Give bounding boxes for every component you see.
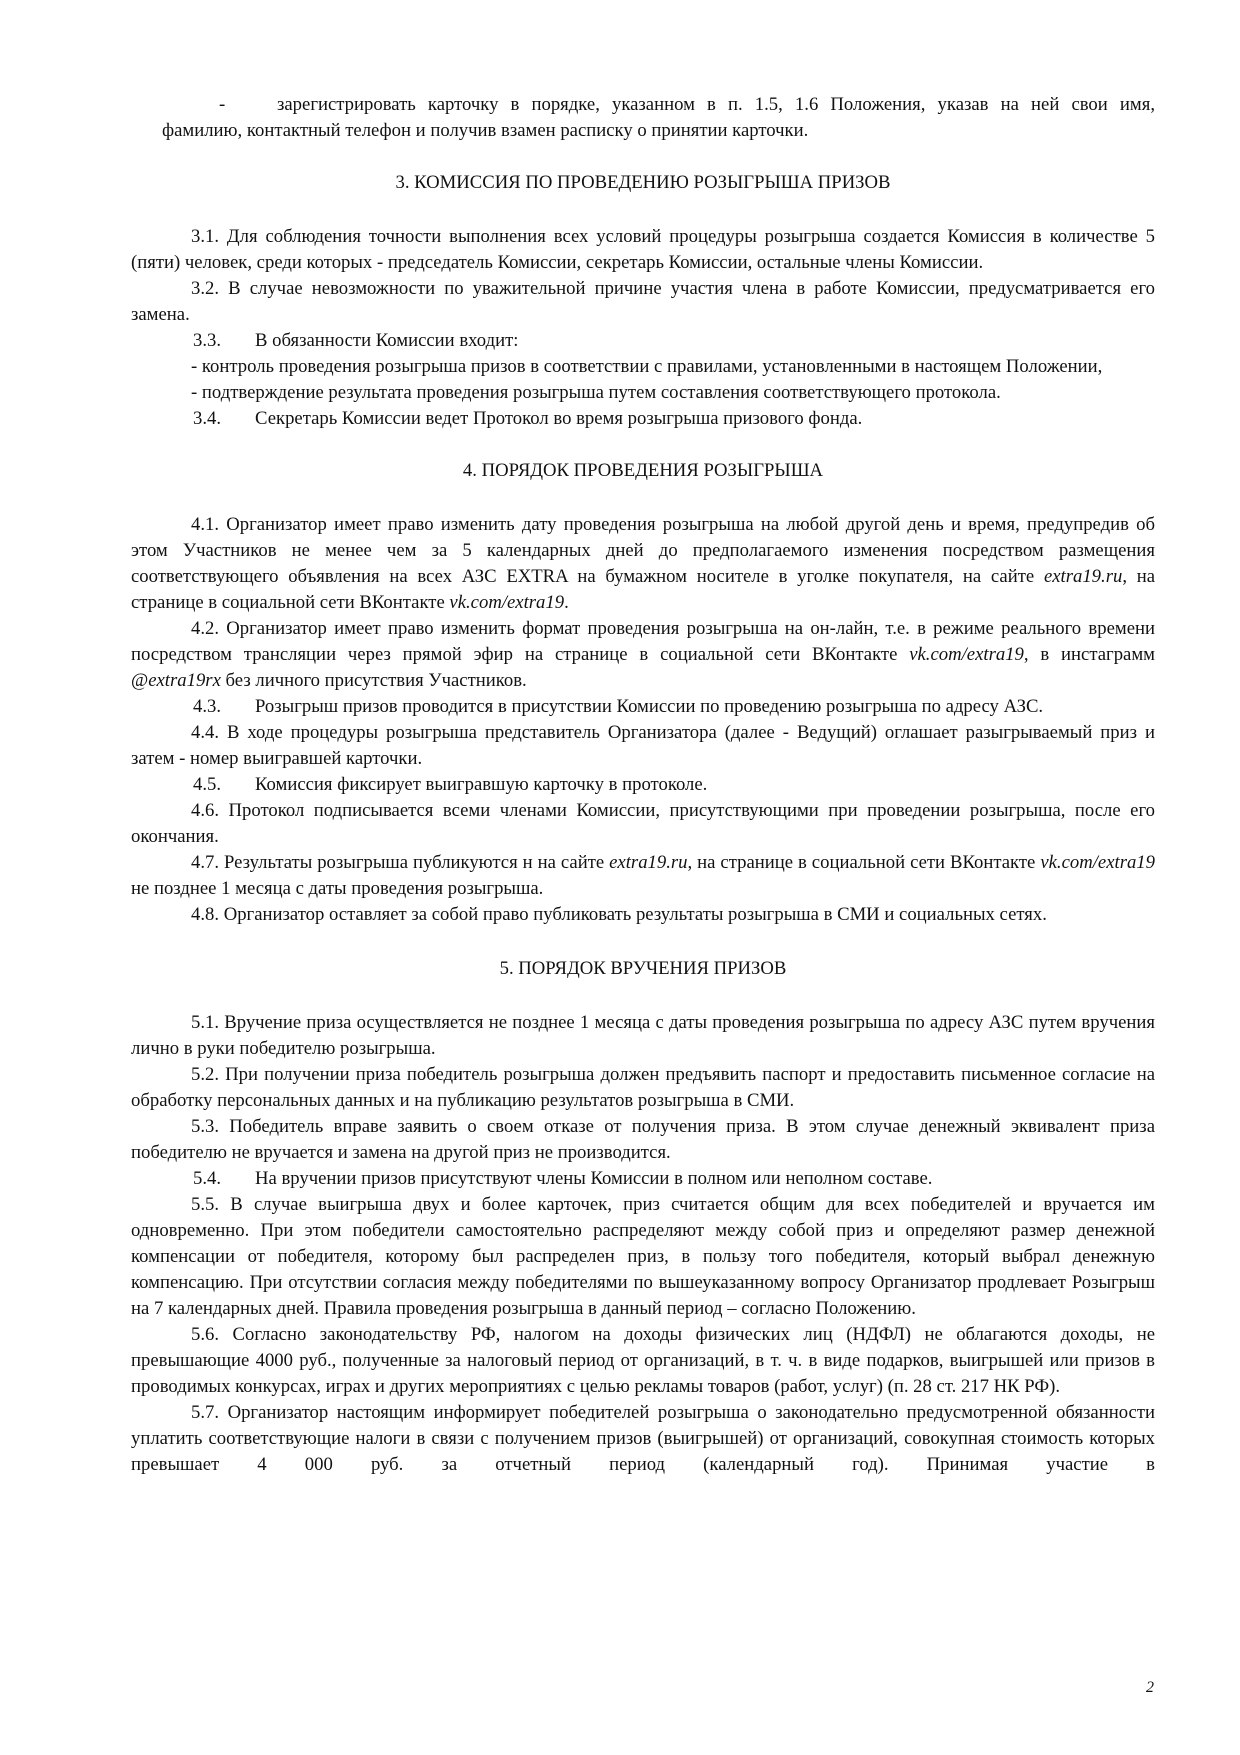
- para-4-2-text-a: 4.2. Организатор имеет право изменить формат проведения розыгрыша на он-лайн, т.е. в режиме реального времени посредством трансляции через прямой эфир на странице в социальной сети ВКонтакте: [131, 618, 1155, 665]
- para-4-5-number: 4.5.: [193, 774, 222, 795]
- section-5-title: 5. ПОРЯДОК ВРУЧЕНИЯ ПРИЗОВ: [499, 958, 787, 979]
- page-content: [131, 92, 1155, 1478]
- para-4-7-text-b: , на странице в социальной сети ВКонтакте: [687, 852, 1041, 873]
- para-4-7-text-a: 4.7. Результаты розыгрыша публикуются н на сайте: [191, 852, 610, 873]
- para-4-1-site-link: extra19.ru: [1043, 566, 1123, 587]
- para-5-3: 5.3. Победитель вправе заявить о своем отказе от получения приза. В этом случае денежный эквивалент приза победителю не вручается и замена на другой приз не производится.: [131, 1116, 1155, 1163]
- para-4-7-vk-link: vk.com/extra19: [1040, 852, 1155, 873]
- para-3-4-text: Секретарь Комиссии ведет Протокол во время розыгрыша призового фонда.: [255, 408, 863, 429]
- para-4-7: [131, 850, 1155, 902]
- para-4-2-vk-link: vk.com/extra19: [909, 644, 1024, 665]
- para-4-5: [131, 772, 1155, 798]
- intro-paragraph: [131, 92, 1155, 118]
- para-4-1-text-b: , на странице в социальной сети ВКонтакте: [131, 566, 1156, 613]
- intro-line-1: зарегистрировать карточку в порядке, указанном в п. 1.5, 1.6 Положения, указав на ней свои имя,: [277, 94, 1155, 115]
- para-4-5-text: Комиссия фиксирует выигравшую карточку в протоколе.: [255, 774, 708, 795]
- para-4-7-text-c: не позднее 1 месяца с даты проведения розыгрыша.: [131, 878, 544, 899]
- para-3-1: 3.1. Для соблюдения точности выполнения всех условий процедуры розыгрыша создается Комиссия в количестве 5 (пяти) человек, среди которых - председатель Комиссии, секретарь Комиссии, остальные члены Комиссии.: [131, 226, 1155, 273]
- para-4-2-text-c: без личного присутствия Участников.: [220, 670, 527, 691]
- section-4-title: 4. ПОРЯДОК ПРОВЕДЕНИЯ РОЗЫГРЫША: [462, 460, 824, 481]
- para-3-3-text: В обязанности Комиссии входит:: [255, 330, 519, 351]
- bullet-control: - контроль проведения розыгрыша призов в соответствии с правилами, установленными в настоящем Положении,: [191, 356, 1103, 377]
- para-3-4-number: 3.4.: [193, 408, 222, 429]
- para-4-1-text-a: 4.1. Организатор имеет право изменить дату проведения розыгрыша на любой другой день и время, предупредив об этом Участников не менее чем за 5 календарных дней до предполагаемого изменения посредством размещения соответствующего объявления на всех АЗС EXTRA на бумажном носителе в уголке покупателя, на сайте: [131, 514, 1155, 587]
- intro-dash: -: [219, 94, 226, 115]
- para-4-1-vk-link: vk.com/extra19: [449, 592, 565, 613]
- para-4-3-text: Розыгрыш призов проводится в присутствии Комиссии по проведению розыгрыша по адресу АЗС.: [255, 696, 1044, 717]
- section-3-title: 3. КОМИССИЯ ПО ПРОВЕДЕНИЮ РОЗЫГРЫША ПРИЗОВ: [395, 172, 891, 193]
- intro-paragraph-cont: [162, 118, 1155, 144]
- para-5-5: 5.5. В случае выигрыша двух и более карточек, приз считается общим для всех победителей и вручается им одновременно. При этом победители самостоятельно распределяют между собой приз и определяют размер денежной компенсации от победителя, которому был распределен приз, в пользу того победителя, который выбрал денежную компенсацию. При отсутствии согласия между победителями по вышеуказанному вопросу Организатор продлевает Розыгрыш на 7 календарных дней. Правила проведения розыгрыша в данный период – согласно Положению.: [131, 1194, 1155, 1319]
- para-3-2: 3.2. В случае невозможности по уважительной причине участия члена в работе Комиссии, предусматривается его замена.: [131, 278, 1155, 325]
- para-4-4: 4.4. В ходе процедуры розыгрыша представитель Организатора (далее - Ведущий) оглашает разыгрываемый приз и затем - номер выигравшей карточки.: [131, 722, 1155, 769]
- para-4-7-site-link: extra19.ru: [609, 852, 688, 873]
- bullet-confirmation: - подтверждение результата проведения розыгрыша путем составления соответствующего протокола.: [191, 382, 1001, 403]
- para-5-4-text: На вручении призов присутствуют члены Комиссии в полном или неполном составе.: [255, 1168, 933, 1189]
- para-4-1: [131, 512, 1155, 616]
- para-4-2: [131, 616, 1155, 694]
- para-5-7: 5.7. Организатор настоящим информирует победителей розыгрыша о законодательно предусмотренной обязанности уплатить соответствующие налоги в связи с получением призов (выигрышей) от организаций, совокупная стоимость которых превышает 4 000 руб. за отчетный период (календарный год). Принимая участие в: [131, 1402, 1155, 1475]
- para-5-2: 5.2. При получении приза победитель розыгрыша должен предъявить паспорт и предоставить письменное согласие на обработку персональных данных и на публикацию результатов розыгрыша в СМИ.: [131, 1064, 1155, 1111]
- para-4-2-instagram-handle: extra19rx: [148, 670, 221, 691]
- para-5-6: 5.6. Согласно законодательству РФ, налогом на доходы физических лиц (НДФЛ) не облагаются доходы, не превышающие 4000 руб., полученные за налоговый период от организаций, в т. ч. в виде подарков, выигрышей или призов в проводимых конкурсах, играх и других мероприятиях с целью рекламы товаров (работ, услуг) (п. 28 ст. 217 НК РФ).: [131, 1324, 1155, 1397]
- para-3-4: [131, 406, 1155, 432]
- para-3-3-number: 3.3.: [193, 330, 222, 351]
- para-4-6: 4.6. Протокол подписывается всеми членами Комиссии, присутствующими при проведении розыгрыша, после его окончания.: [131, 800, 1155, 847]
- para-4-3-number: 4.3.: [193, 696, 222, 717]
- para-3-3: [131, 328, 1155, 354]
- para-4-2-text-b: , в инстаграмм @: [131, 644, 1155, 691]
- para-4-8: 4.8. Организатор оставляет за собой право публиковать результаты розыгрыша в СМИ и социальных сетях.: [191, 904, 1047, 925]
- intro-line-2: фамилию, контактный телефон и получив взамен расписку о принятии карточки.: [162, 120, 809, 141]
- para-4-3: [131, 694, 1155, 720]
- para-4-1-text-c: .: [564, 592, 569, 613]
- para-5-4: [131, 1166, 1155, 1192]
- para-5-4-number: 5.4.: [193, 1168, 222, 1189]
- para-5-1: 5.1. Вручение приза осуществляется не позднее 1 месяца с даты проведения розыгрыша по адресу АЗС путем вручения лично в руки победителю розыгрыша.: [131, 1012, 1155, 1059]
- page-number: 2: [1146, 1679, 1154, 1696]
